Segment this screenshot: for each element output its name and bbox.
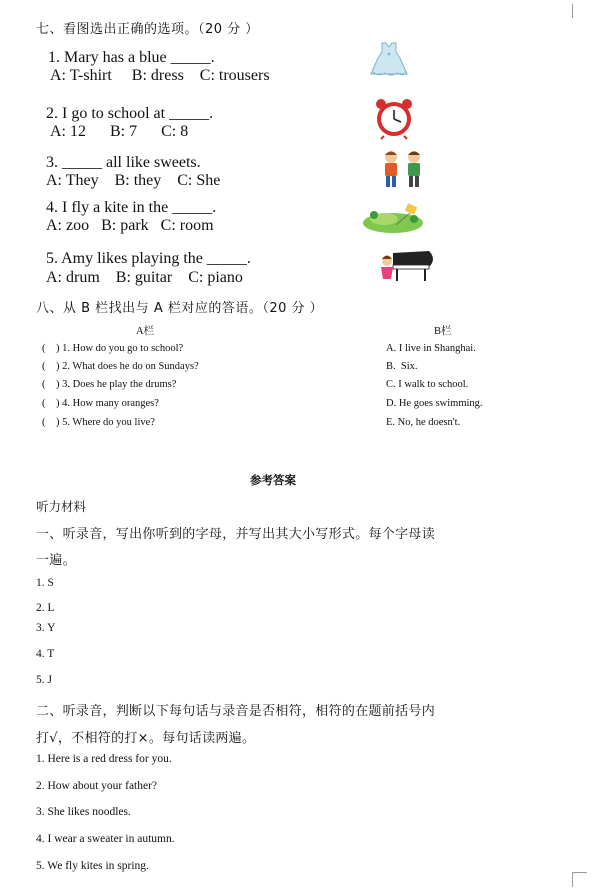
- part2-sentence-2: 2. How about your father?: [36, 780, 158, 792]
- match-b-item-d: D. He goes swimming.: [386, 398, 483, 409]
- part1-instruction-line2: 一遍。: [36, 553, 76, 568]
- part2-instruction-line2: 打√，不相符的打×。每句话读两遍。: [36, 731, 256, 746]
- part1-instruction-line1: 一、听录音，写出你听到的字母，并写出其大小写形式。每个字母读: [36, 527, 436, 542]
- question-2-stem: 2. I go to school at _____.: [46, 105, 214, 122]
- question-5-stem: 5. Amy likes playing the _____.: [46, 250, 251, 267]
- match-a-item-4: ( ) 4. How many oranges?: [42, 398, 159, 409]
- part1-answer-2: 2. L: [36, 602, 55, 614]
- part2-instruction-line1: 二、听录音，判断以下每句话与录音是否相符，相符的在题前括号内: [36, 704, 436, 719]
- part1-answer-1: 1. S: [36, 577, 54, 589]
- match-b-item-b: B. Six.: [386, 361, 418, 372]
- question-1-options: A: T-shirt B: dress C: trousers: [50, 67, 270, 84]
- answer-key-title: 参考答案: [250, 473, 296, 487]
- question-3-stem: 3. _____ all like sweets.: [46, 154, 201, 171]
- question-4-options: A: zoo B: park C: room: [46, 217, 214, 234]
- alarm-clock-picture: [372, 96, 416, 140]
- match-a-item-2: ( ) 2. What does he do on Sundays?: [42, 361, 199, 372]
- park-picture: [362, 201, 424, 235]
- match-b-item-a: A. I live in Shanghai.: [386, 343, 476, 354]
- section7-title: 七、看图选出正确的选项。（20 分 ）: [36, 22, 259, 37]
- part2-sentence-4: 4. I wear a sweater in autumn.: [36, 833, 175, 845]
- page-corner-mark-bottom: [572, 872, 587, 887]
- question-3-options: A: They B: they C: She: [46, 172, 221, 189]
- two-boys-picture: [378, 148, 428, 190]
- part2-sentence-1: 1. Here is a red dress for you.: [36, 753, 172, 765]
- part1-answer-3: 3. Y: [36, 622, 56, 634]
- piano-picture: [377, 243, 437, 285]
- section8-title: 八、从 B 栏找出与 A 栏对应的答语。（20 分 ）: [36, 301, 324, 316]
- question-1-stem: 1. Mary has a blue _____.: [48, 49, 215, 66]
- column-a-header: A栏: [136, 326, 155, 337]
- question-5-options: A: drum B: guitar C: piano: [46, 269, 243, 286]
- question-2-options: A: 12 B: 7 C: 8: [50, 123, 189, 140]
- page-corner-mark-top: [572, 4, 587, 18]
- match-a-item-3: ( ) 3. Does he play the drums?: [42, 379, 177, 390]
- match-a-item-1: ( ) 1. How do you go to school?: [42, 343, 184, 354]
- part1-answer-5: 5. J: [36, 674, 52, 686]
- match-b-item-c: C. I walk to school.: [386, 379, 469, 390]
- match-a-item-5: ( ) 5. Where do you live?: [42, 417, 155, 428]
- part2-sentence-3: 3. She likes noodles.: [36, 806, 131, 818]
- part2-sentence-5: 5. We fly kites in spring.: [36, 860, 149, 872]
- listening-heading: 听力材料: [36, 499, 87, 514]
- column-b-header: B栏: [434, 326, 452, 337]
- question-4-stem: 4. I fly a kite in the _____.: [46, 199, 217, 216]
- part1-answer-4: 4. T: [36, 648, 55, 660]
- match-b-item-e: E. No, he doesn't.: [386, 417, 461, 428]
- dress-picture: [365, 40, 413, 80]
